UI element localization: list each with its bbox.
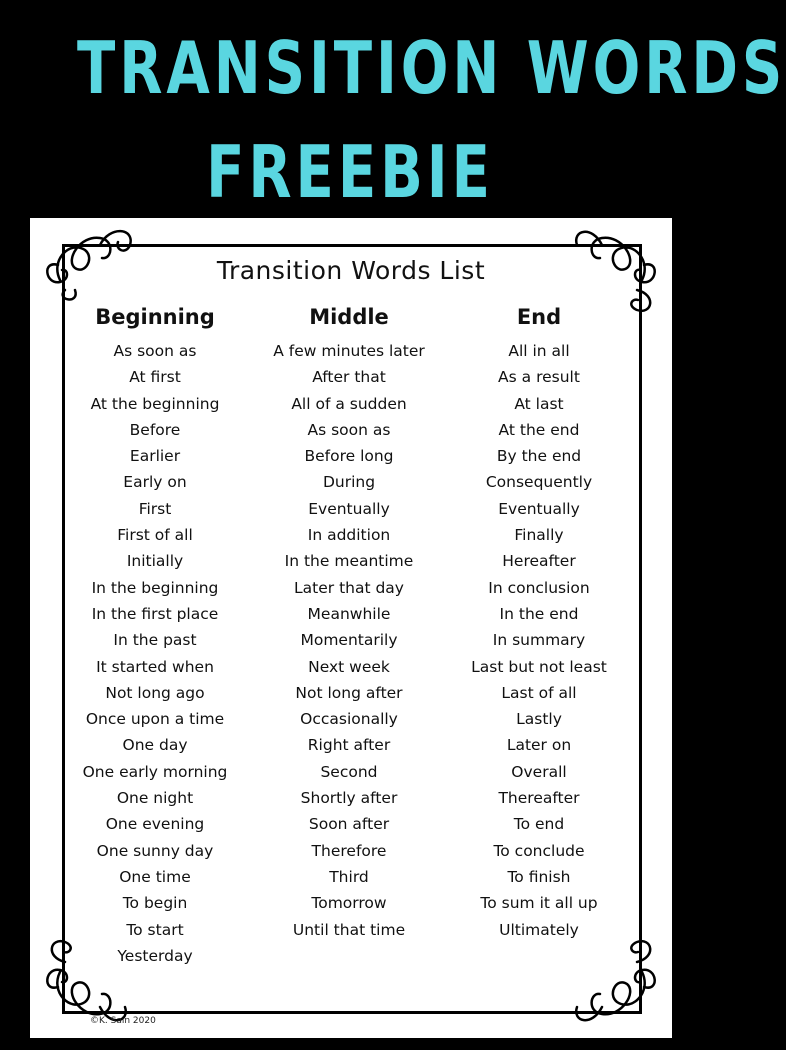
list-item: In addition	[307, 526, 391, 545]
column-heading: End	[516, 305, 562, 329]
list-item: Yesterday	[117, 946, 193, 965]
list-item: All of a sudden	[291, 394, 407, 413]
list-item: Eventually	[308, 499, 390, 518]
banner	[0, 0, 786, 218]
column-middle	[249, 302, 449, 943]
list-item: Meanwhile	[307, 604, 391, 623]
list-item: First of all	[117, 526, 193, 545]
list-item: In the end	[499, 604, 579, 623]
list-item: Not long ago	[105, 683, 205, 702]
word-list	[55, 338, 255, 969]
list-item: Overall	[511, 762, 567, 781]
copyright-notice: ©K. Sain 2020	[90, 1016, 156, 1026]
list-item: Before	[129, 420, 181, 439]
list-item: All in all	[508, 342, 570, 360]
column-end	[439, 302, 639, 943]
list-item: Second	[320, 762, 378, 781]
list-item: One evening	[105, 815, 205, 834]
list-item: Consequently	[485, 473, 593, 492]
list-item: Therefore	[311, 841, 387, 860]
list-item: Eventually	[498, 499, 580, 518]
list-item: As soon as	[113, 342, 197, 360]
list-item: Tomorrow	[311, 894, 387, 913]
list-item: It started when	[96, 657, 214, 676]
list-item: Not long after	[295, 683, 403, 702]
list-item: Lastly	[516, 710, 562, 729]
list-item: At the beginning	[90, 394, 220, 413]
list-item: In the past	[113, 631, 197, 650]
list-item: A few minutes later	[273, 342, 425, 360]
list-item: Later on	[506, 736, 572, 755]
list-item: Right after	[307, 736, 391, 755]
list-item: At the end	[498, 420, 580, 439]
list-item: In the first place	[91, 604, 219, 623]
list-item: Shortly after	[300, 789, 398, 808]
list-item: At first	[129, 368, 181, 387]
list-item: Once upon a time	[85, 710, 225, 729]
list-item: Momentarily	[300, 631, 398, 650]
column-heading: Middle	[309, 305, 389, 329]
list-item: Third	[329, 867, 369, 886]
worksheet	[30, 218, 672, 1038]
column-beginning	[55, 302, 255, 969]
list-item: Until that time	[292, 920, 406, 939]
list-item: In conclusion	[488, 578, 590, 597]
list-item: Hereafter	[502, 552, 576, 571]
list-item: One sunny day	[96, 841, 214, 860]
list-item: First	[138, 499, 172, 518]
list-item: In the meantime	[284, 552, 414, 571]
list-item: Thereafter	[498, 789, 580, 808]
list-item: In summary	[492, 631, 586, 650]
list-item: Occasionally	[300, 710, 398, 729]
list-item: At last	[514, 394, 564, 413]
list-item: After that	[312, 368, 386, 387]
list-item: Initially	[126, 552, 184, 571]
list-title: Transition Words List	[216, 256, 486, 285]
list-item: Ultimately	[499, 920, 579, 939]
banner-title-line-2: FREEBIE	[206, 130, 494, 214]
word-list	[439, 338, 639, 943]
list-item: By the end	[496, 447, 582, 466]
list-item: In the beginning	[91, 578, 219, 597]
list-item: Last of all	[501, 683, 577, 702]
list-item: Later that day	[294, 578, 404, 597]
column-heading: Beginning	[95, 305, 215, 329]
list-item: Finally	[514, 526, 564, 545]
list-item: One early morning	[82, 762, 228, 781]
list-item: To end	[513, 815, 565, 834]
list-item: Last but not least	[471, 657, 607, 676]
banner-title-line-1: TRANSITION WORDS	[77, 26, 786, 110]
list-item: To sum it all up	[480, 894, 598, 913]
list-item: To conclude	[493, 841, 585, 860]
list-item: Earlier	[129, 447, 181, 466]
list-item: To finish	[507, 867, 571, 886]
list-item: As a result	[498, 368, 580, 387]
list-item: To begin	[122, 894, 188, 913]
list-item: Soon after	[308, 815, 390, 834]
list-item: As soon as	[307, 420, 391, 439]
word-list	[249, 338, 449, 943]
list-item: One day	[122, 736, 188, 755]
list-item: During	[322, 473, 376, 492]
list-item: Before long	[304, 447, 394, 466]
list-item: One time	[119, 867, 191, 886]
list-item: Next week	[308, 657, 390, 676]
list-item: One night	[116, 789, 194, 808]
list-item: Early on	[123, 473, 187, 492]
list-item: To start	[126, 920, 184, 939]
